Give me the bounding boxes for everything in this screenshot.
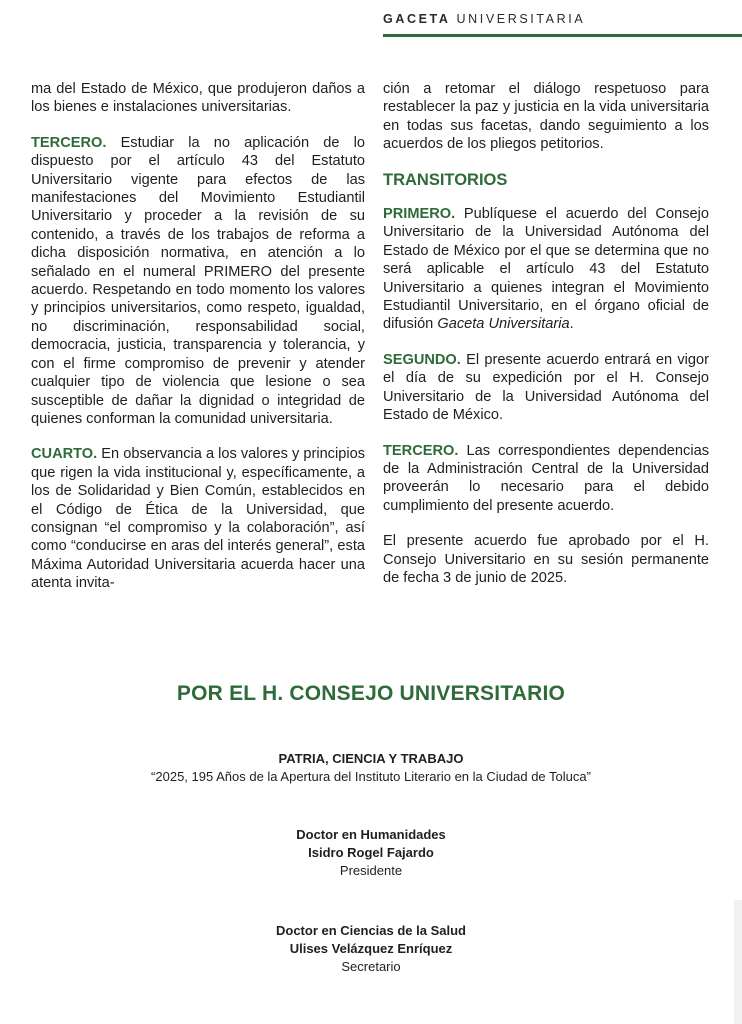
signatory-degree: Doctor en Humanidades [296, 827, 446, 842]
publication-title-bold: GACETA [383, 12, 451, 26]
paragraph-tercero [31, 134, 365, 429]
motto: PATRIA, CIENCIA Y TRABAJO [278, 751, 464, 766]
left-column [31, 80, 365, 610]
publication-name: Gaceta Universitaria [437, 316, 570, 333]
paragraph-approval: El presente acuerdo fue aprobado por el H. Consejo Universitario en su sesión permanente de fecha 3 de junio de 2025. [383, 533, 709, 586]
masthead [383, 12, 742, 36]
masthead-rule [383, 34, 742, 37]
article-keyword: TERCERO. [383, 442, 459, 459]
right-column [383, 80, 709, 604]
paragraph-text: Publíquese el acuerdo del Consejo Universitario de la Universidad Autónoma del Estado de México por el que se determina que no será aplicable el artículo 43 del Estatuto Universitario a quienes integran el Movimiento Estudiantil Universitario, en el órgano oficial de difusión [383, 206, 709, 333]
article-keyword: TERCERO. [31, 134, 107, 151]
signatory-name: Ulises Velázquez Enríquez [289, 941, 453, 956]
section-heading: TRANSITORIOS [383, 170, 508, 189]
paragraph-text: El presente acuerdo entrará en vigor el día de su expedición por el H. Consejo Universitario de la Universidad Autónoma del Estado de México. [383, 351, 709, 424]
motto-block [0, 750, 742, 786]
signatory-name: Isidro Rogel Fajardo [308, 845, 434, 860]
signatory-degree: Doctor en Ciencias de la Salud [276, 923, 466, 938]
article-keyword: CUARTO. [31, 446, 98, 463]
page-edge-shadow [734, 900, 742, 1024]
signatory-secretary [0, 922, 742, 976]
paragraph-cuarto [31, 445, 365, 592]
paragraph-text: En observancia a los valores y principios que rigen la vida institucional y, específicamente, a los de Solidaridad y Bien Común, establecidos en el Código de Ética de la Universidad, que consignan “el compromiso y la colaboración”, así como “conducirse en aras del interés general”, esta Máxima Autoridad Universitaria acuerda hacer una atenta invita- [31, 446, 365, 592]
paragraph-text: Estudiar la no aplicación de lo dispuesto por el artículo 43 del Estatuto Universitario vigente para efectos de las manifestaciones del Movimiento Estudiantil Universitario y proceder a la revisión de su contenido, a través de los trabajos de reforma a dicha disposición normativa, en atención a lo señalado en el numeral PRIMERO del presente acuerdo. Respetando en todo momento los valores y principios universitarios, como respeto, igualdad, no discriminación, responsabilidad social, democracia, justicia, transparencia y tolerancia, y con el firme compromiso de prevenir y atender cualquier tipo de violencia que lesione o sea susceptible de dañar la dignidad o integridad de quienes conforman la comunidad universitaria. [31, 134, 365, 427]
paragraph-text: Las correspondientes dependencias de la Administración Central de la Universidad proveerán lo necesario para el debido cumplimiento del presente acuerdo. [383, 442, 709, 514]
anniversary-line: “2025, 195 Años de la Apertura del Instituto Literario en la Ciudad de Toluca” [151, 769, 591, 784]
paragraph-tercero-transitorio [383, 442, 709, 516]
signatory-president [0, 826, 742, 880]
signatory-role: Presidente [339, 863, 403, 878]
paragraph-segundo [383, 351, 709, 425]
publication-title-light: UNIVERSITARIA [456, 12, 586, 26]
article-keyword: SEGUNDO. [383, 351, 461, 368]
council-heading: POR EL H. CONSEJO UNIVERSITARIO [176, 682, 566, 705]
publication-title [383, 12, 742, 26]
paragraph-continuation: ma del Estado de México, que produjeron daños a los bienes e instalaciones universitarias. [31, 81, 365, 116]
paragraph-continuation: ción a retomar el diálogo respetuoso para restablecer la paz y justicia en la vida universitaria en todas sus facetas, dando seguimiento a los acuerdos de los pliegos petitorios. [383, 81, 709, 153]
signatory-role: Secretario [341, 959, 401, 974]
paragraph-end: . [569, 316, 574, 333]
article-keyword: PRIMERO. [383, 206, 456, 223]
paragraph-primero [383, 205, 709, 334]
